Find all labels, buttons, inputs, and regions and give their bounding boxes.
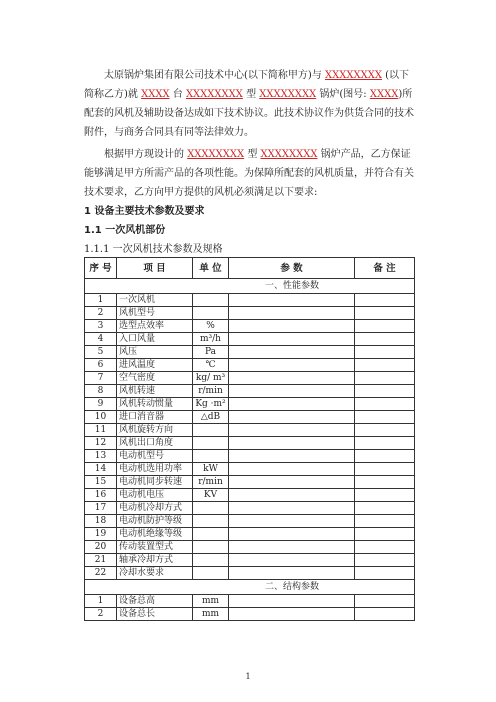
table-row: [85, 528, 415, 541]
header-cell: 备 注: [355, 258, 415, 279]
row-item: 风压: [117, 346, 193, 359]
row-unit: kg/ m³: [193, 372, 229, 385]
spec-table: [84, 257, 415, 621]
row-item: 设备总长: [117, 608, 193, 621]
row-number: 17: [85, 502, 117, 515]
placeholder-supplier: XXXXXXXX: [324, 70, 382, 81]
row-remark: [355, 307, 415, 320]
row-number: 1: [85, 595, 117, 608]
row-number: 2: [85, 608, 117, 621]
row-remark: [355, 372, 415, 385]
row-number: 8: [85, 385, 117, 398]
text-run: 锅炉产品，乙方保证能够满足甲方所需产品的各项性能。为保障所配套的风机质量，并符合有关技术要求，乙方向甲方提供的风机必须满足以下要求:: [84, 149, 414, 198]
row-remark: [355, 424, 415, 437]
row-remark: [355, 595, 415, 608]
row-value: [229, 476, 355, 489]
row-item: 电动机型号: [117, 450, 193, 463]
row-value: [229, 541, 355, 554]
heading-1-1-1: 1.1.1 一次风机技术参数及规格: [84, 244, 223, 255]
table-row: [85, 608, 415, 621]
table-row: [85, 333, 415, 346]
row-item: 电动机同步转速: [117, 476, 193, 489]
row-unit: Pa: [193, 346, 229, 359]
row-number: 6: [85, 359, 117, 372]
table-row: [85, 307, 415, 320]
row-remark: [355, 398, 415, 411]
row-remark: [355, 463, 415, 476]
row-item: 一次风机: [117, 294, 193, 307]
row-unit: [193, 515, 229, 528]
row-value: [229, 450, 355, 463]
row-remark: [355, 450, 415, 463]
table-row: [85, 595, 415, 608]
row-item: 电动机选用功率: [117, 463, 193, 476]
row-remark: [355, 320, 415, 333]
row-unit: r/min: [193, 385, 229, 398]
text-run: 锅炉(图号:: [316, 89, 370, 100]
section-row: [85, 580, 415, 595]
row-unit: [193, 424, 229, 437]
row-remark: [355, 567, 415, 580]
table-row: [85, 346, 415, 359]
row-number: 11: [85, 424, 117, 437]
row-number: 16: [85, 489, 117, 502]
heading-1-1: 1.1 一次风机部份: [84, 225, 166, 236]
text-run: 型: [244, 149, 261, 160]
row-value: [229, 372, 355, 385]
row-value: [229, 294, 355, 307]
page-number: 1: [245, 672, 251, 681]
row-unit: [193, 450, 229, 463]
row-unit: Kg ·m²: [193, 398, 229, 411]
row-unit: mm: [193, 608, 229, 621]
row-remark: [355, 541, 415, 554]
row-number: 3: [85, 320, 117, 333]
row-remark: [355, 294, 415, 307]
text-run: 太原锅炉集团有限公司技术中心(以下简称甲方)与: [104, 70, 325, 81]
row-number: 12: [85, 437, 117, 450]
row-unit: mm: [193, 595, 229, 608]
table-body-performance: [85, 279, 415, 580]
table-row: [85, 554, 415, 567]
row-number: 20: [85, 541, 117, 554]
row-value: [229, 554, 355, 567]
row-value: [229, 437, 355, 450]
row-item: 轴承冷却方式: [117, 554, 193, 567]
row-value: [229, 595, 355, 608]
row-remark: [355, 346, 415, 359]
text-run: (以下简称乙方)就: [84, 70, 410, 100]
row-remark: [355, 333, 415, 346]
row-value: [229, 489, 355, 502]
row-item: 进风温度: [117, 359, 193, 372]
row-unit: r/min: [193, 476, 229, 489]
row-remark: [355, 554, 415, 567]
row-value: [229, 398, 355, 411]
text-run: )所配套的风机及辅助设备达成如下技术协议。此技术协议作为供货合同的技术附件，与商务合同具有同等法律效力。: [84, 89, 414, 138]
row-value: [229, 346, 355, 359]
row-unit: [193, 528, 229, 541]
table-row: [85, 476, 415, 489]
header-cell: 序 号: [85, 258, 117, 279]
table-row: [85, 320, 415, 333]
header-cell: 项 目: [117, 258, 193, 279]
row-value: [229, 359, 355, 372]
row-unit: [193, 437, 229, 450]
row-number: 9: [85, 398, 117, 411]
row-value: [229, 528, 355, 541]
row-remark: [355, 528, 415, 541]
row-number: 21: [85, 554, 117, 567]
row-number: 19: [85, 528, 117, 541]
table-row: [85, 437, 415, 450]
row-value: [229, 411, 355, 424]
row-unit: ℃: [193, 359, 229, 372]
row-item: 电动机冷却方式: [117, 502, 193, 515]
table-row: [85, 424, 415, 437]
intro-paragraph-1: [84, 66, 414, 142]
placeholder-quantity: XXXX: [141, 89, 170, 100]
table-row: [85, 385, 415, 398]
row-value: [229, 608, 355, 621]
table-row: [85, 463, 415, 476]
row-remark: [355, 502, 415, 515]
row-value: [229, 320, 355, 333]
row-unit: [193, 502, 229, 515]
row-number: 2: [85, 307, 117, 320]
section-title: 二、结构参数: [85, 580, 415, 595]
text-run: 型: [242, 89, 260, 100]
section-title: 一、性能参数: [85, 279, 415, 294]
placeholder-boiler: XXXXXXXX: [259, 89, 317, 100]
row-remark: [355, 437, 415, 450]
row-unit: m³/h: [193, 333, 229, 346]
row-unit: [193, 541, 229, 554]
row-unit: %: [193, 320, 229, 333]
row-value: [229, 307, 355, 320]
table-row: [85, 489, 415, 502]
table-row: [85, 294, 415, 307]
row-value: [229, 515, 355, 528]
intro-paragraph-2: [84, 145, 414, 202]
row-value: [229, 463, 355, 476]
row-item: 电动机电压: [117, 489, 193, 502]
row-item: 风机型号: [117, 307, 193, 320]
placeholder-model: XXXXXXXX: [187, 149, 245, 160]
row-remark: [355, 608, 415, 621]
row-unit: KV: [193, 489, 229, 502]
row-value: [229, 567, 355, 580]
heading-1: 1 设备主要技术参数及要求: [84, 206, 205, 217]
row-item: 电动机绝缘等级: [117, 528, 193, 541]
table-header-row: [85, 258, 415, 279]
row-number: 10: [85, 411, 117, 424]
placeholder-boiler: XXXXXXXX: [260, 149, 318, 160]
table-row: [85, 502, 415, 515]
text-run: 根据甲方现设计的: [104, 149, 188, 160]
row-item: 电动机防护等级: [117, 515, 193, 528]
row-item: 进口消音器: [117, 411, 193, 424]
table-row: [85, 398, 415, 411]
row-number: 13: [85, 450, 117, 463]
row-unit: [193, 554, 229, 567]
row-unit: kW: [193, 463, 229, 476]
table-row: [85, 541, 415, 554]
row-unit: [193, 307, 229, 320]
row-number: 18: [85, 515, 117, 528]
row-remark: [355, 385, 415, 398]
table-row: [85, 515, 415, 528]
row-item: 空气密度: [117, 372, 193, 385]
row-item: 入口风量: [117, 333, 193, 346]
row-item: 传动装置型式: [117, 541, 193, 554]
row-item: 风机转速: [117, 385, 193, 398]
row-item: 风机出口角度: [117, 437, 193, 450]
row-remark: [355, 359, 415, 372]
table-row: [85, 567, 415, 580]
row-unit: [193, 294, 229, 307]
row-item: 选型点效率: [117, 320, 193, 333]
row-item: 设备总高: [117, 595, 193, 608]
row-number: 22: [85, 567, 117, 580]
row-value: [229, 333, 355, 346]
row-number: 1: [85, 294, 117, 307]
row-remark: [355, 411, 415, 424]
row-unit: [193, 567, 229, 580]
row-item: 冷却水要求: [117, 567, 193, 580]
table-row: [85, 359, 415, 372]
placeholder-model: XXXXXXXX: [185, 89, 243, 100]
row-item: 风机旋转方向: [117, 424, 193, 437]
row-remark: [355, 489, 415, 502]
text-run: 台: [169, 89, 186, 100]
row-value: [229, 502, 355, 515]
row-remark: [355, 515, 415, 528]
row-number: 14: [85, 463, 117, 476]
row-value: [229, 424, 355, 437]
row-number: 7: [85, 372, 117, 385]
table-body-structure: [85, 580, 415, 621]
row-number: 4: [85, 333, 117, 346]
header-cell: 单 位: [193, 258, 229, 279]
table-row: [85, 411, 415, 424]
row-unit: △dB: [193, 411, 229, 424]
header-cell: 参 数: [229, 258, 355, 279]
table-row: [85, 372, 415, 385]
table-row: [85, 450, 415, 463]
row-remark: [355, 476, 415, 489]
placeholder-drawing-no: XXXX: [369, 89, 399, 100]
row-number: 5: [85, 346, 117, 359]
row-item: 风机转动惯量: [117, 398, 193, 411]
section-row: [85, 279, 415, 294]
row-number: 15: [85, 476, 117, 489]
row-value: [229, 385, 355, 398]
